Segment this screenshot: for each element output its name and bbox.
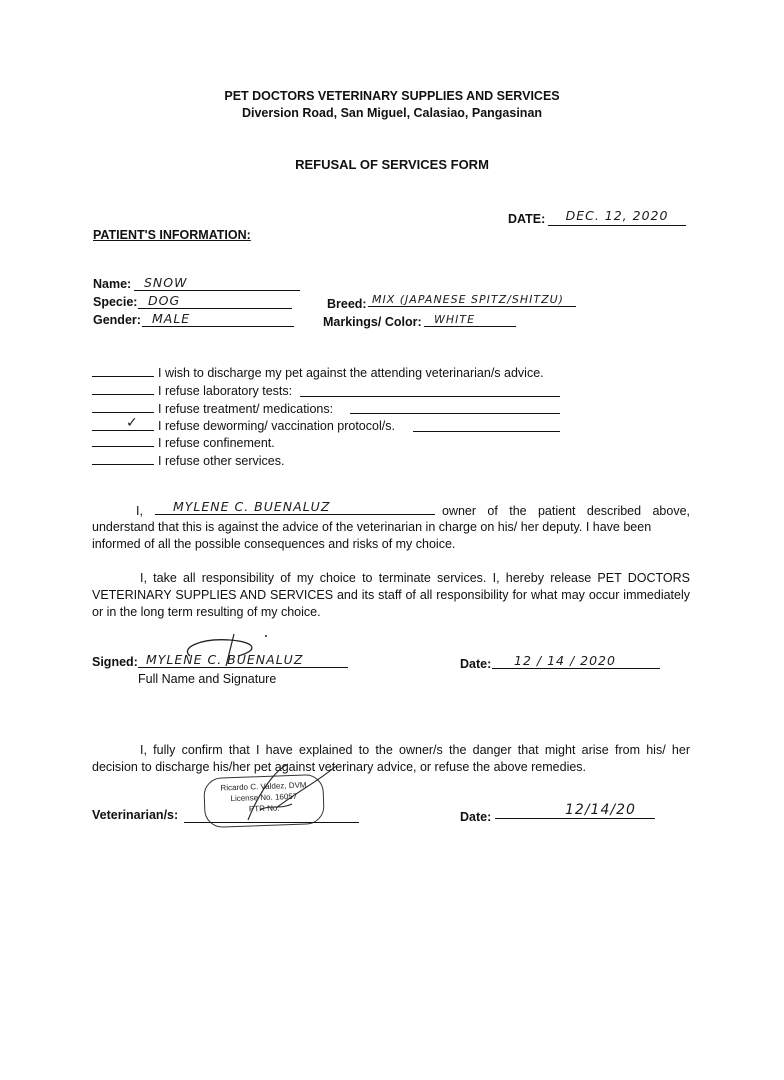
lab-tests-detail-line[interactable] — [300, 396, 560, 397]
treatment-detail-line[interactable] — [350, 413, 560, 414]
name-value: SNOW — [134, 275, 300, 291]
markings-label: Markings/ Color: — [323, 315, 422, 329]
vet-date-value: 12/14/20 — [495, 802, 655, 819]
breed-label: Breed: — [327, 297, 367, 311]
checkbox-line-confinement[interactable] — [92, 446, 154, 447]
veterinarian-label: Veterinarian/s: — [92, 808, 179, 822]
stamp-ptr: PTR No. — [248, 803, 280, 814]
date-value: DEC. 12, 2020 — [548, 208, 686, 226]
specie-label: Specie: — [93, 295, 138, 309]
markings-value: WHITE — [424, 313, 516, 327]
signed-label: Signed: — [92, 655, 138, 669]
owner-name-value: MYLENE C. BUENALUZ — [155, 499, 435, 515]
option-other: I refuse other services. — [158, 454, 285, 468]
checkbox-line-lab-tests[interactable] — [92, 394, 154, 395]
signature-caption: Full Name and Signature — [138, 672, 277, 686]
form-title: REFUSAL OF SERVICES FORM — [295, 157, 489, 172]
signed-date-value: 12 / 14 / 2020 — [492, 653, 660, 669]
vet-date-label: Date: — [460, 810, 492, 824]
name-label: Name: — [93, 277, 132, 291]
stamp-license: License No. 16057 — [230, 791, 298, 804]
owner-statement-line2: understand that this is against the advice of the veterinarian in charge on his/ her deputy. I have been — [92, 520, 652, 534]
owner-statement-suffix: owner of the patient described above, — [442, 504, 690, 518]
patient-info-heading: PATIENT'S INFORMATION: — [93, 228, 251, 242]
gender-label: Gender: — [93, 313, 141, 327]
option-confinement: I refuse confinement. — [158, 436, 275, 450]
date-label: DATE: — [508, 212, 546, 226]
company-name: PET DOCTORS VETERINARY SUPPLIES AND SERVICES — [224, 89, 560, 103]
signed-date-label: Date: — [460, 657, 492, 671]
checkbox-line-treatment[interactable] — [92, 412, 154, 413]
stamp-vet-name: Ricardo C. Valdez, DVM — [220, 780, 307, 793]
breed-value: MIX (JAPANESE SPITZ/SHITZU) — [368, 293, 576, 307]
option-deworming: I refuse deworming/ vaccination protocol/s. — [158, 419, 395, 433]
veterinarian-signature-line[interactable] — [184, 822, 359, 823]
option-treatment: I refuse treatment/ medications: — [158, 402, 334, 416]
option-discharge: I wish to discharge my pet against the attending veterinarian/s advice. — [158, 366, 544, 380]
veterinarian-confirmation-paragraph: I, fully confirm that I have explained to the owner/s the danger that might arise from his/ her decision to discharge his/her pet against veterinary advice, or refuse the above remedies. — [92, 743, 690, 774]
checkbox-line-deworming[interactable] — [92, 430, 154, 431]
deworming-detail-line[interactable] — [413, 431, 560, 432]
specie-value: DOG — [138, 293, 292, 309]
responsibility-paragraph: I, take all responsibility of my choice to terminate services. I, hereby release PET DOCTORS VETERINARY SUPPLIES AND SERVICES and its staff of all responsibility for what may occur immediately or in the long term resulting of my choice. — [92, 571, 690, 619]
option-lab-tests: I refuse laboratory tests: — [158, 384, 293, 398]
owner-statement-prefix: I, — [136, 504, 143, 518]
company-address: Diversion Road, San Miguel, Calasiao, Pangasinan — [241, 106, 543, 120]
veterinarian-signature-scribble — [240, 760, 350, 830]
owner-statement-line3: informed of all the possible consequences and risks of my choice. — [92, 537, 456, 551]
checkbox-line-discharge[interactable] — [92, 376, 154, 377]
gender-value: MALE — [142, 311, 294, 327]
deworming-check-mark: ✓ — [126, 415, 139, 431]
checkbox-line-other[interactable] — [92, 464, 154, 465]
signed-value: MYLENE C. BUENALUZ — [138, 652, 348, 668]
